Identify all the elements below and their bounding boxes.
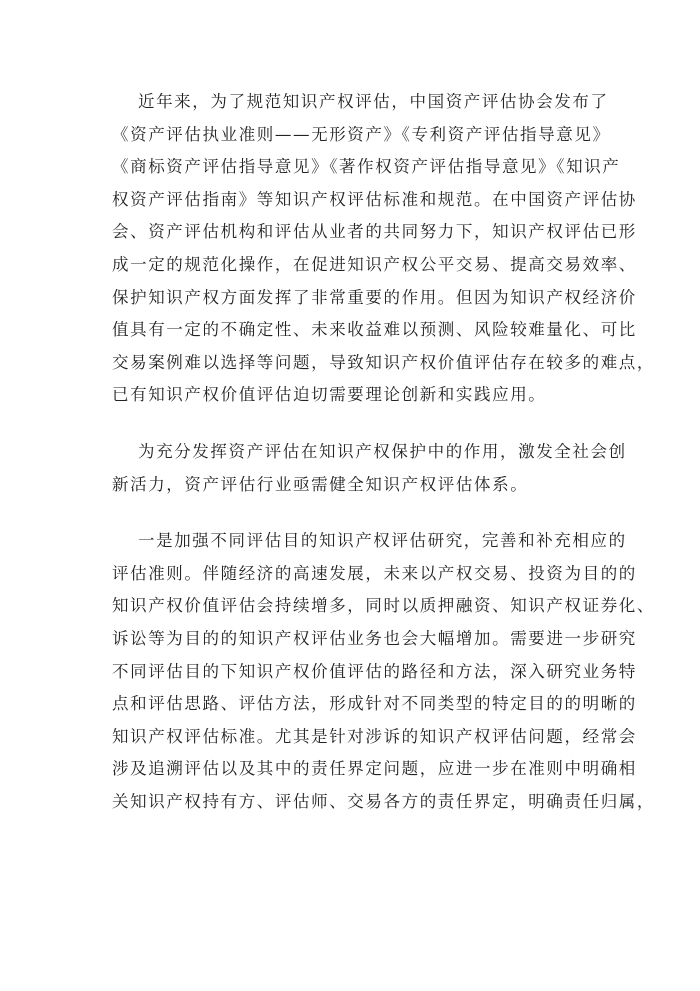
text-line: 评估准则。伴随经济的高速发展，未来以产权交易、投资为目的的 xyxy=(112,563,637,583)
text-line: 交易案例难以选择等问题，导致知识产权价值评估存在较多的难点， xyxy=(112,352,655,372)
text-line: 已有知识产权价值评估迫切需要理论创新和实践应用。 xyxy=(112,385,547,405)
text-line: 涉及追溯评估以及其中的责任界定问题，应进一步在准则中明确相 xyxy=(112,759,637,779)
text-line: 《商标资产评估指导意见》《著作权资产评估指导意见》《知识产 xyxy=(112,157,621,177)
paragraph-3 xyxy=(112,525,655,818)
text-line: 成一定的规范化操作，在促进知识产权公平交易、提高交易效率、 xyxy=(112,254,637,274)
text-line: 诉讼等为目的的知识产权评估业务也会大幅增加。需要进一步研究 xyxy=(112,628,637,648)
text-line: 权资产评估指南》等知识产权评估标准和规范。在中国资产评估协 xyxy=(112,189,637,209)
text-line: 近年来，为了规范知识产权评估，中国资产评估协会发布了 xyxy=(138,92,609,111)
paragraph-1 xyxy=(112,86,655,412)
text-line: 为充分发挥资产评估在知识产权保护中的作用，激发全社会创 xyxy=(138,441,627,461)
text-line: 关知识产权持有方、评估师、交易各方的责任界定，明确责任归属， xyxy=(112,791,655,811)
text-line: 保护知识产权方面发挥了非常重要的作用。但因为知识产权经济价 xyxy=(112,287,637,307)
text-line: 知识产权评估标准。尤其是针对涉诉的知识产权评估问题，经常会 xyxy=(112,726,637,746)
text-line: 点和评估思路、评估方法，形成针对不同类型的特定目的的明晰的 xyxy=(112,694,637,714)
text-line: 知识产权价值评估会持续增多，同时以质押融资、知识产权证券化、 xyxy=(112,596,655,616)
paragraph-2 xyxy=(112,436,627,501)
text-line: 不同评估目的下知识产权价值评估的路径和方法，深入研究业务特 xyxy=(112,661,637,681)
text-line: 值具有一定的不确定性、未来收益难以预测、风险较难量化、可比 xyxy=(112,320,637,340)
text-line: 会、资产评估机构和评估从业者的共同努力下，知识产权评估已形 xyxy=(112,222,637,242)
text-line: 新活力，资产评估行业亟需健全知识产权评估体系。 xyxy=(112,474,529,494)
text-line: 《资产评估执业准则——无形资产》《专利资产评估指导意见》 xyxy=(112,124,611,144)
text-line: 一是加强不同评估目的知识产权评估研究，完善和补充相应的 xyxy=(138,531,627,551)
